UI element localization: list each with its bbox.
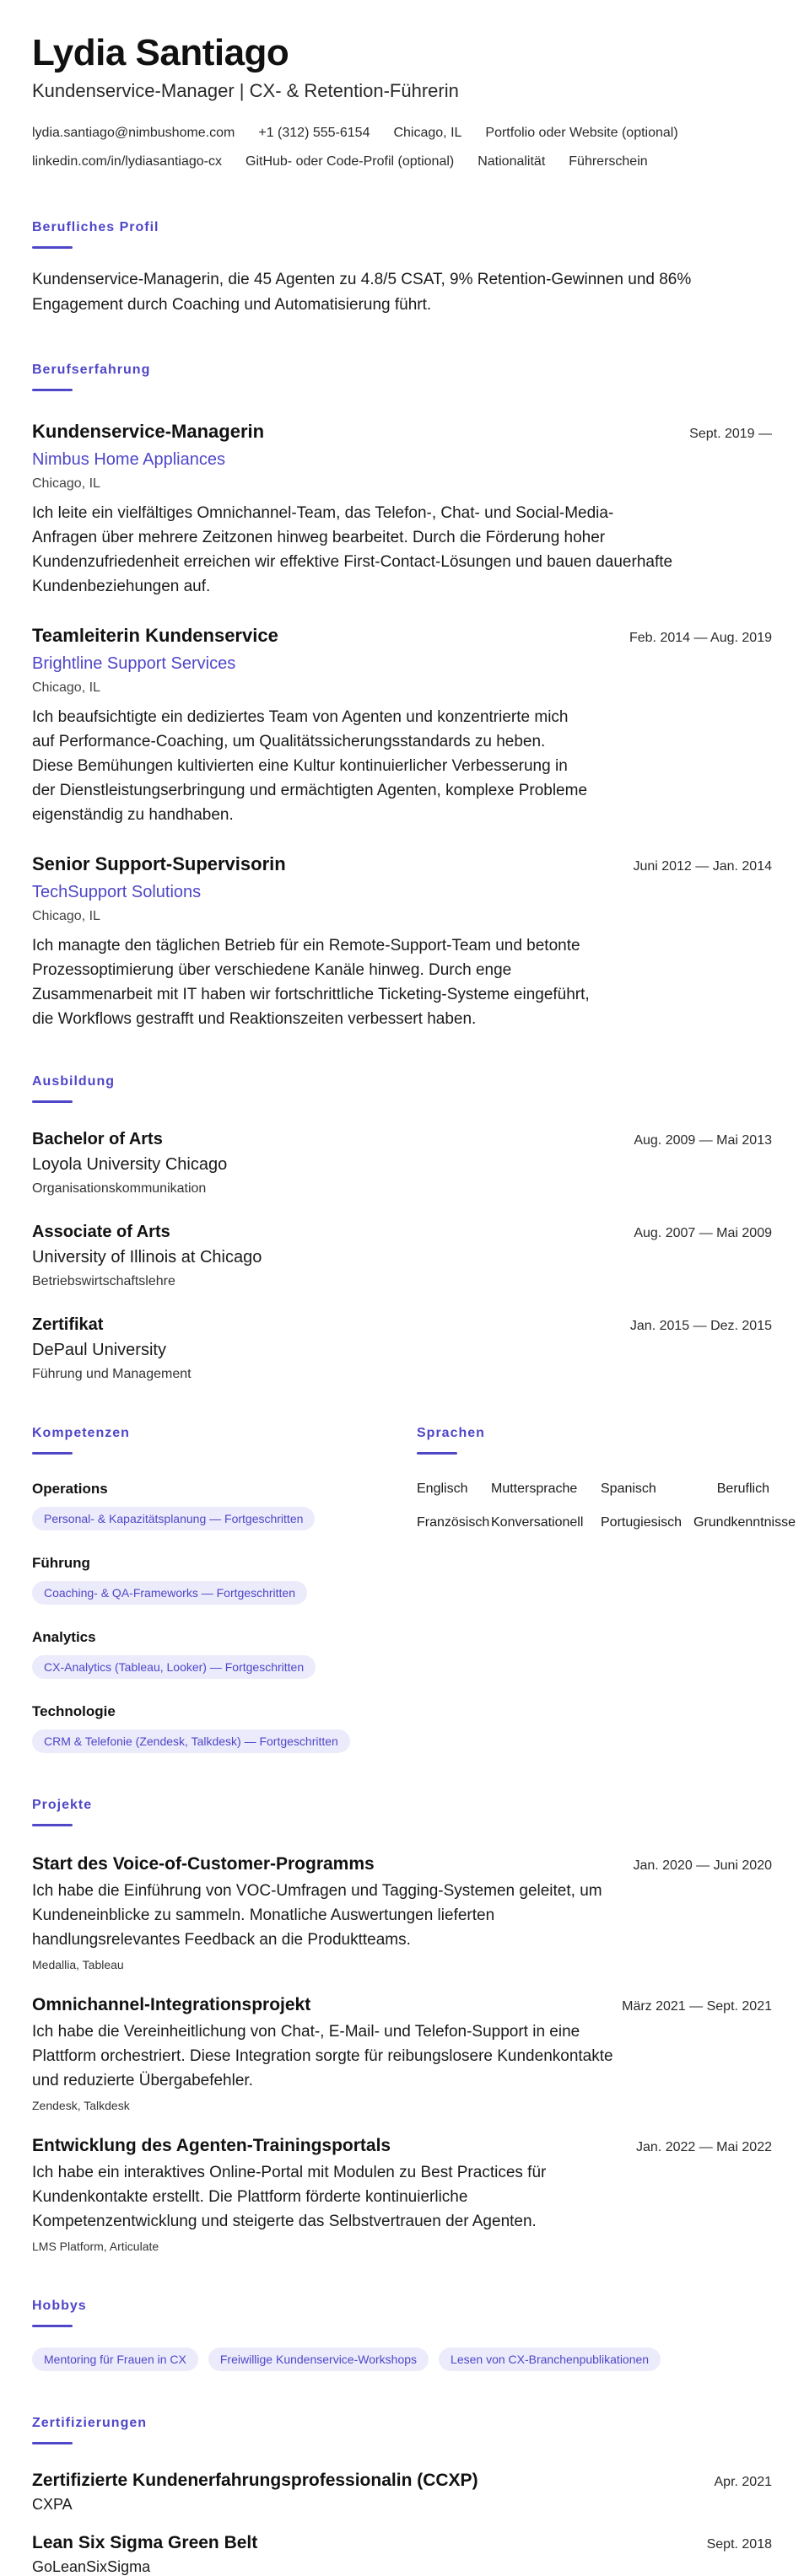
- certification-entry: [32, 2470, 772, 2514]
- contact-nationality: Nationalität: [478, 154, 546, 169]
- education-entry: [32, 1314, 772, 1383]
- section-title-experience: Berufserfahrung: [32, 363, 151, 377]
- section-title-education: Ausbildung: [32, 1074, 115, 1089]
- profile-text: Kundenservice-Managerin, die 45 Agenten zu 4.8/5 CSAT, 9% Retention-Gewinnen und 86% Engagement durch Coaching und Automatisierung führt.: [32, 271, 692, 314]
- project-date: Jan. 2020 — Juni 2020: [633, 1858, 772, 1873]
- skill-label: Analytics: [32, 1629, 96, 1645]
- project-entry: [32, 1994, 772, 2113]
- job-description: Ich leite ein vielfältiges Omnichannel-Team, das Telefon-, Chat- und Social-Media-Anfragen über mehrere Zeitzonen hinweg bearbeitet. Durch die Förderung hoher Kundenzufriedenheit erreichen wir effektive First-Contact-Lösungen und bauen dauerhafte Kundenbeziehungen auf.: [32, 504, 673, 595]
- edu-field: Organisationskommunikation: [32, 1181, 207, 1196]
- edu-school: Loyola University Chicago: [32, 1155, 228, 1174]
- contact-phone[interactable]: +1 (312) 555-6154: [258, 126, 370, 140]
- languages-section: [417, 1383, 796, 1753]
- section-divider: [32, 389, 73, 391]
- hobbies-section: [32, 2298, 772, 2371]
- job-entry: [32, 624, 772, 827]
- language-name: Französisch: [417, 1515, 490, 1530]
- project-description: Ich habe die Vereinheitlichung von Chat-, E-Mail- und Telefon-Support in eine Plattform orchestriert. Diese Integration sorgte für reibungslosere Kundenkontakte und reduzierte Übergabefehler.: [32, 2023, 613, 2089]
- job-entry: [32, 420, 772, 599]
- job-location: Chicago, IL: [32, 680, 100, 695]
- section-divider: [32, 246, 73, 249]
- contact-github[interactable]: GitHub- oder Code-Profil (optional): [246, 154, 455, 169]
- experience-section: [32, 362, 772, 1031]
- job-title: Teamleiterin Kundenservice: [32, 625, 278, 646]
- skill-group: [32, 1702, 417, 1753]
- job-description: Ich managte den täglichen Betrieb für ein Remote-Support-Team und betonte Prozessoptimierung über verschiedene Kanäle hinweg. Durch enge Zusammenarbeit mit IT haben wir fortschrittliche Ticketing-Systeme eingeführt, die Workflows gestrafft und Reaktionszeiten verbessert haben.: [32, 937, 590, 1028]
- edu-school: DePaul University: [32, 1341, 166, 1359]
- edu-degree: Bachelor of Arts: [32, 1130, 163, 1148]
- skill-label: Operations: [32, 1481, 108, 1497]
- section-divider: [32, 2442, 73, 2444]
- skill-label: Führung: [32, 1555, 90, 1571]
- language-level: Grundkenntnisse: [693, 1515, 796, 1530]
- job-description: Ich beaufsichtigte ein dediziertes Team von Agenten und konzentrierte mich auf Performance-Coaching, um Qualitätssicherungsstandards zu heben. Diese Bemühungen kultivierten eine Kultur kontinuierlicher Verbesserung in der Dienstleistungserbringung und ermächtigten Agenten, komplexe Probleme eigenständig zu handhaben.: [32, 708, 588, 824]
- job-location: Chicago, IL: [32, 909, 100, 923]
- job-location: Chicago, IL: [32, 476, 100, 491]
- section-title-certifications: Zertifizierungen: [32, 2416, 148, 2430]
- skill-chip: Coaching- & QA-Frameworks — Fortgeschritten: [32, 1581, 307, 1605]
- skills-section: [32, 1383, 417, 1753]
- hobby-chip: Freiwillige Kundenservice-Workshops: [208, 2347, 429, 2371]
- skill-chip: CRM & Telefonie (Zendesk, Talkdesk) — Fortgeschritten: [32, 1729, 350, 1753]
- language-level: Konversationell: [491, 1515, 584, 1530]
- project-entry: [32, 1853, 772, 1972]
- resume-header: [32, 32, 772, 170]
- project-date: Jan. 2022 — Mai 2022: [636, 2140, 772, 2154]
- project-title: Omnichannel-Integrationsprojekt: [32, 1995, 311, 2014]
- edu-field: Führung und Management: [32, 1367, 192, 1381]
- section-title-hobbies: Hobbys: [32, 2299, 87, 2313]
- hobby-chip: Lesen von CX-Branchenpublikationen: [439, 2347, 661, 2371]
- skill-group: [32, 1628, 417, 1679]
- certification-entry: [32, 2532, 772, 2576]
- project-tech: Medallia, Tableau: [32, 1958, 124, 1971]
- project-title: Start des Voice-of-Customer-Programms: [32, 1854, 375, 1874]
- section-divider: [32, 1824, 73, 1826]
- cert-org: CXPA: [32, 2496, 73, 2513]
- section-title-profile: Berufliches Profil: [32, 220, 159, 234]
- job-company: Brightline Support Services: [32, 654, 236, 673]
- project-description: Ich habe die Einführung von VOC-Umfragen und Tagging-Systemen geleitet, um Kundeneinblicke zu sammeln. Monatliche Auswertungen lieferten handlungsrelevantes Feedback an die Produktteams.: [32, 1882, 602, 1949]
- language-level: Muttersprache: [491, 1482, 578, 1496]
- edu-date: Aug. 2007 — Mai 2009: [634, 1226, 772, 1240]
- edu-field: Betriebswirtschaftslehre: [32, 1274, 175, 1288]
- projects-section: [32, 1797, 772, 2254]
- cert-date: Apr. 2021: [714, 2475, 772, 2489]
- edu-school: University of Illinois at Chicago: [32, 1248, 262, 1266]
- skill-chip: Personal- & Kapazitätsplanung — Fortgeschritten: [32, 1507, 315, 1530]
- certifications-section: [32, 2415, 772, 2576]
- hobby-list: [32, 2347, 772, 2371]
- project-date: März 2021 — Sept. 2021: [622, 1999, 772, 2014]
- section-title-languages: Sprachen: [417, 1426, 485, 1440]
- skill-group: [32, 1480, 417, 1530]
- project-entry: [32, 2135, 772, 2254]
- edu-date: Jan. 2015 — Dez. 2015: [629, 1319, 772, 1333]
- job-date: Sept. 2019 —: [689, 427, 772, 441]
- job-company: TechSupport Solutions: [32, 883, 202, 901]
- language-level: Beruflich: [716, 1482, 769, 1496]
- cert-date: Sept. 2018: [706, 2537, 772, 2552]
- profile-section: [32, 219, 772, 318]
- contact-email[interactable]: lydia.santiago@nimbushome.com: [32, 126, 235, 140]
- section-title-skills: Kompetenzen: [32, 1426, 130, 1440]
- job-company: Nimbus Home Appliances: [32, 450, 225, 469]
- person-subtitle: Kundenservice-Manager | CX- & Retention-Führerin: [32, 80, 459, 101]
- job-entry: [32, 852, 772, 1031]
- edu-degree: Zertifikat: [32, 1315, 104, 1334]
- skill-group: [32, 1554, 417, 1605]
- contact-location: Chicago, IL: [393, 126, 462, 140]
- language-grid: [417, 1480, 796, 1532]
- cert-title: Zertifizierte Kundenerfahrungsprofessionalin (CCXP): [32, 2471, 478, 2490]
- job-title: Senior Support-Supervisorin: [32, 853, 286, 874]
- section-title-projects: Projekte: [32, 1798, 93, 1812]
- job-date: Juni 2012 — Jan. 2014: [633, 859, 772, 874]
- education-entry: [32, 1128, 772, 1197]
- education-entry: [32, 1221, 772, 1290]
- cert-org: GoLeanSixSigma: [32, 2558, 151, 2575]
- section-divider: [32, 1452, 73, 1455]
- skills-languages-row: [32, 1383, 796, 1753]
- section-divider: [32, 1100, 73, 1103]
- project-description: Ich habe ein interaktives Online-Portal mit Modulen zu Best Practices für Kundenkontakte erstellt. Die Plattform förderte kontinuierliche Kompetenzentwicklung und steigerte das Selbstvertrauen der Agenten.: [32, 2164, 547, 2230]
- language-name: Portugiesisch: [601, 1515, 683, 1530]
- contact-list: [32, 125, 758, 170]
- contact-drivers-license: Führerschein: [569, 154, 648, 169]
- edu-degree: Associate of Arts: [32, 1223, 170, 1241]
- project-tech: Zendesk, Talkdesk: [32, 2099, 130, 2112]
- job-title: Kundenservice-Managerin: [32, 421, 265, 442]
- section-divider: [32, 2325, 73, 2327]
- contact-portfolio[interactable]: Portfolio oder Website (optional): [485, 126, 678, 140]
- hobby-chip: Mentoring für Frauen in CX: [32, 2347, 198, 2371]
- project-title: Entwicklung des Agenten-Trainingsportals: [32, 2136, 391, 2155]
- section-divider: [417, 1452, 457, 1455]
- skill-label: Technologie: [32, 1703, 116, 1719]
- contact-linkedin[interactable]: linkedin.com/in/lydiasantiago-cx: [32, 154, 222, 169]
- person-name: Lydia Santiago: [32, 32, 289, 73]
- cert-title: Lean Six Sigma Green Belt: [32, 2533, 258, 2552]
- project-tech: LMS Platform, Articulate: [32, 2240, 159, 2253]
- job-date: Feb. 2014 — Aug. 2019: [629, 631, 772, 645]
- edu-date: Aug. 2009 — Mai 2013: [634, 1133, 772, 1148]
- skill-chip: CX-Analytics (Tableau, Looker) — Fortgeschritten: [32, 1655, 316, 1679]
- language-name: Spanisch: [601, 1482, 656, 1496]
- education-section: [32, 1073, 772, 1383]
- language-name: Englisch: [417, 1482, 468, 1496]
